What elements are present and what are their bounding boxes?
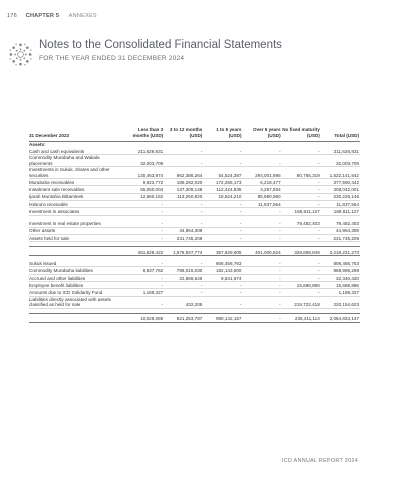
table-row xyxy=(29,186,360,193)
table-cell: 1,522,141,542 xyxy=(321,167,360,179)
row-label xyxy=(29,313,125,322)
table-cell: 79,482,403 xyxy=(282,215,321,227)
table-cell: - xyxy=(125,227,164,234)
table-cell: 11,837,554 xyxy=(321,200,360,207)
table-cell: - xyxy=(282,200,321,207)
row-label xyxy=(29,247,125,256)
table-cell: 172,256,173 xyxy=(203,179,242,186)
table-cell: - xyxy=(242,148,281,155)
table-cell: - xyxy=(164,282,203,289)
table-cell: - xyxy=(242,282,281,289)
table-cell: - xyxy=(282,260,321,267)
page-number: 176 xyxy=(7,13,17,19)
row-label: Accrued and other liabilities xyxy=(29,274,125,281)
table-cell: - xyxy=(242,208,281,215)
column-header: 1 to 5 years (USD) xyxy=(216,127,242,138)
table-cell: 32,340,420 xyxy=(321,274,360,281)
page-header xyxy=(7,13,97,19)
table-cell: 1,189,327 xyxy=(321,289,360,296)
page-footer: ICD ANNUAL REPORT 2024 xyxy=(281,458,358,464)
table-cell: 6,218,477 xyxy=(242,179,281,186)
row-label: Instalment sale receivables xyxy=(29,186,125,193)
table-cell: 231,745,209 xyxy=(164,234,203,241)
table-cell: - xyxy=(282,148,321,155)
table-cell: 12,660,152 xyxy=(125,193,164,200)
table-cell: - xyxy=(203,155,242,167)
table-cell: - xyxy=(164,200,203,207)
table-cell: - xyxy=(203,289,242,296)
table-cell: - xyxy=(282,234,321,241)
table-cell: - xyxy=(203,227,242,234)
row-label: Murabaha receivables xyxy=(29,179,125,186)
table-cell: 11,837,554 xyxy=(242,200,281,207)
table-cell: 130,463,974 xyxy=(125,167,164,179)
table-cell: 8,837,762 xyxy=(125,267,164,274)
table-cell: - xyxy=(242,260,281,267)
table-cell: 230,226,146 xyxy=(321,193,360,200)
table-cell: 189,292,020 xyxy=(164,179,203,186)
page-title: Notes to the Consolidated Financial Statements xyxy=(39,39,282,51)
total-row xyxy=(29,313,360,322)
table-cell: - xyxy=(125,208,164,215)
table-cell: 15,688,896 xyxy=(282,282,321,289)
table-cell: 9,541,874 xyxy=(203,274,242,281)
table-cell: 44,954,309 xyxy=(164,227,203,234)
table-cell: - xyxy=(242,296,281,308)
row-label: Other assets xyxy=(29,227,125,234)
table-cell: 786,015,030 xyxy=(164,267,203,274)
table-cell: 54,524,387 xyxy=(203,167,242,179)
section-row xyxy=(29,141,360,148)
table-cell: - xyxy=(282,227,321,234)
table-cell: 3,257,934 xyxy=(242,186,281,193)
table-row xyxy=(29,274,360,281)
table-cell: 192,143,500 xyxy=(203,267,242,274)
section-label: Assets: xyxy=(29,142,46,148)
total-row xyxy=(29,247,360,256)
table-cell: 432,205 xyxy=(164,296,203,308)
row-label: Cash and cash equivalents xyxy=(29,148,125,155)
table-cell: - xyxy=(203,215,242,227)
row-label: Liabilities directly associated with assets classified as held for sale xyxy=(29,296,125,308)
table-cell: - xyxy=(282,289,321,296)
table-cell: - xyxy=(203,148,242,155)
table-cell: - xyxy=(164,155,203,167)
table-cell: 1,189,327 xyxy=(125,289,164,296)
table-cell: 55,050,004 xyxy=(125,186,164,193)
table-cell: 962,386,264 xyxy=(164,167,203,179)
table-cell: 401,006,624 xyxy=(242,247,281,256)
table-cell: 80,765,319 xyxy=(282,167,321,179)
table-cell: 294,001,695 xyxy=(242,167,281,179)
table-cell: - xyxy=(282,179,321,186)
table-cell: 44,954,309 xyxy=(321,227,360,234)
table-cell: - xyxy=(125,296,164,308)
table-cell: - xyxy=(164,289,203,296)
column-header: No fixed maturity (USD) xyxy=(282,127,320,138)
table-cell: 219,722,418 xyxy=(282,296,321,308)
table-cell: 988,996,298 xyxy=(321,267,360,274)
column-header: Over 5 years (USD) xyxy=(253,127,281,138)
table-cell: - xyxy=(164,260,203,267)
table-cell: 22,868,546 xyxy=(164,274,203,281)
table-cell: - xyxy=(242,313,281,322)
table-cell: - xyxy=(242,274,281,281)
table-cell: - xyxy=(242,227,281,234)
table-cell: 168,611,127 xyxy=(282,208,321,215)
table-row xyxy=(29,208,360,215)
table-cell: - xyxy=(242,215,281,227)
table-row xyxy=(29,200,360,207)
table-cell: - xyxy=(203,200,242,207)
table-cell: 112,424,835 xyxy=(203,186,242,193)
table-row xyxy=(29,227,360,234)
row-label: Sukuk issued xyxy=(29,260,125,267)
table-cell: 235,411,114 xyxy=(282,313,321,322)
table-row xyxy=(29,193,360,200)
table-cell: 821,253,787 xyxy=(164,313,203,322)
row-label: Commodity Murabaha liabilities xyxy=(29,267,125,274)
table-cell: - xyxy=(282,186,321,193)
table-cell: - xyxy=(125,234,164,241)
table-cell: - xyxy=(164,148,203,155)
table-cell: 2,064,833,147 xyxy=(321,313,360,322)
table-cell: - xyxy=(164,208,203,215)
page-subtitle: FOR THE YEAR ENDED 31 DECEMBER 2024 xyxy=(39,55,185,62)
table-cell: 32,003,709 xyxy=(321,155,360,167)
table-cell: 3,218,231,273 xyxy=(321,247,360,256)
table-cell: - xyxy=(203,296,242,308)
row-label: Employee benefit liabilities xyxy=(29,282,125,289)
table-cell: - xyxy=(125,200,164,207)
table-row xyxy=(29,179,360,186)
table-cell: - xyxy=(242,155,281,167)
table-cell: - xyxy=(203,234,242,241)
table-row xyxy=(29,260,360,267)
column-header: Less than 3 months (USD) xyxy=(132,127,164,138)
table-cell: 79,482,403 xyxy=(321,215,360,227)
row-label: Istisna'a receivable xyxy=(29,200,125,207)
row-label: Ijarah Muntahia Bittamleek xyxy=(29,193,125,200)
maturity-table xyxy=(29,113,360,323)
table-cell: 211,626,831 xyxy=(321,148,360,155)
table-cell: 328,858,849 xyxy=(282,247,321,256)
table-cell: 231,745,209 xyxy=(321,234,360,241)
table-cell: - xyxy=(242,267,281,274)
table-cell: 806,456,763 xyxy=(321,260,360,267)
table-cell: - xyxy=(282,193,321,200)
chapter-label: CHAPTER 5 xyxy=(25,13,60,19)
table-cell: - xyxy=(282,155,321,167)
table-cell: - xyxy=(203,208,242,215)
table-cell: - xyxy=(125,282,164,289)
table-header-row xyxy=(29,113,360,141)
table-cell: 308,042,001 xyxy=(321,186,360,193)
table-cell: 32,003,709 xyxy=(125,155,164,167)
table-cell: 10,026,089 xyxy=(125,313,164,322)
row-label: Commodity Murabaha and Wakala placements xyxy=(29,155,125,167)
table-cell: 357,829,605 xyxy=(203,247,242,256)
row-label: Investment in associates xyxy=(29,208,125,215)
table-row xyxy=(29,167,360,179)
table-row xyxy=(29,148,360,155)
section-label: ANNEXES xyxy=(68,13,97,19)
table-cell: - xyxy=(282,267,321,274)
row-label: Investment in real estate properties xyxy=(29,215,125,227)
table-cell: 990,142,157 xyxy=(203,313,242,322)
table-cell: 18,624,210 xyxy=(203,193,242,200)
row-label: Amounts due to ICD Solidarity Fund xyxy=(29,289,125,296)
emblem-icon xyxy=(8,42,33,67)
table-row xyxy=(29,155,360,167)
column-header: 3 to 12 months (USD) xyxy=(169,127,203,138)
table-cell: 806,456,763 xyxy=(203,260,242,267)
table-cell: 211,626,831 xyxy=(125,148,164,155)
table-cell: 15,688,896 xyxy=(321,282,360,289)
table-cell: - xyxy=(203,282,242,289)
table-cell: 451,628,422 xyxy=(125,247,164,256)
table-cell: - xyxy=(125,215,164,227)
table-cell: - xyxy=(242,234,281,241)
table-cell: - xyxy=(282,274,321,281)
table-row xyxy=(29,282,360,289)
table-cell: - xyxy=(242,289,281,296)
table-cell: 137,309,148 xyxy=(164,186,203,193)
table-cell: 168,611,127 xyxy=(321,208,360,215)
table-row xyxy=(29,289,360,296)
table-cell: 85,690,960 xyxy=(242,193,281,200)
column-header: Total (USD) xyxy=(334,132,359,138)
table-cell: 113,250,820 xyxy=(164,193,203,200)
table-cell: 377,590,442 xyxy=(321,179,360,186)
table-cell: - xyxy=(125,260,164,267)
table-cell: 220,154,623 xyxy=(321,296,360,308)
table-row xyxy=(29,267,360,274)
column-header: 31 December 2023 xyxy=(29,132,70,138)
table-row xyxy=(29,296,360,308)
table-cell: 1,678,937,774 xyxy=(164,247,203,256)
table-cell: - xyxy=(125,274,164,281)
table-row xyxy=(29,234,360,241)
table-cell: - xyxy=(164,215,203,227)
table-cell: 9,923,772 xyxy=(125,179,164,186)
table-row xyxy=(29,215,360,227)
row-label: Investments in Sukuk, shares and other securities xyxy=(29,167,125,179)
table-body xyxy=(29,141,360,322)
row-label: Assets held for sale xyxy=(29,234,125,241)
